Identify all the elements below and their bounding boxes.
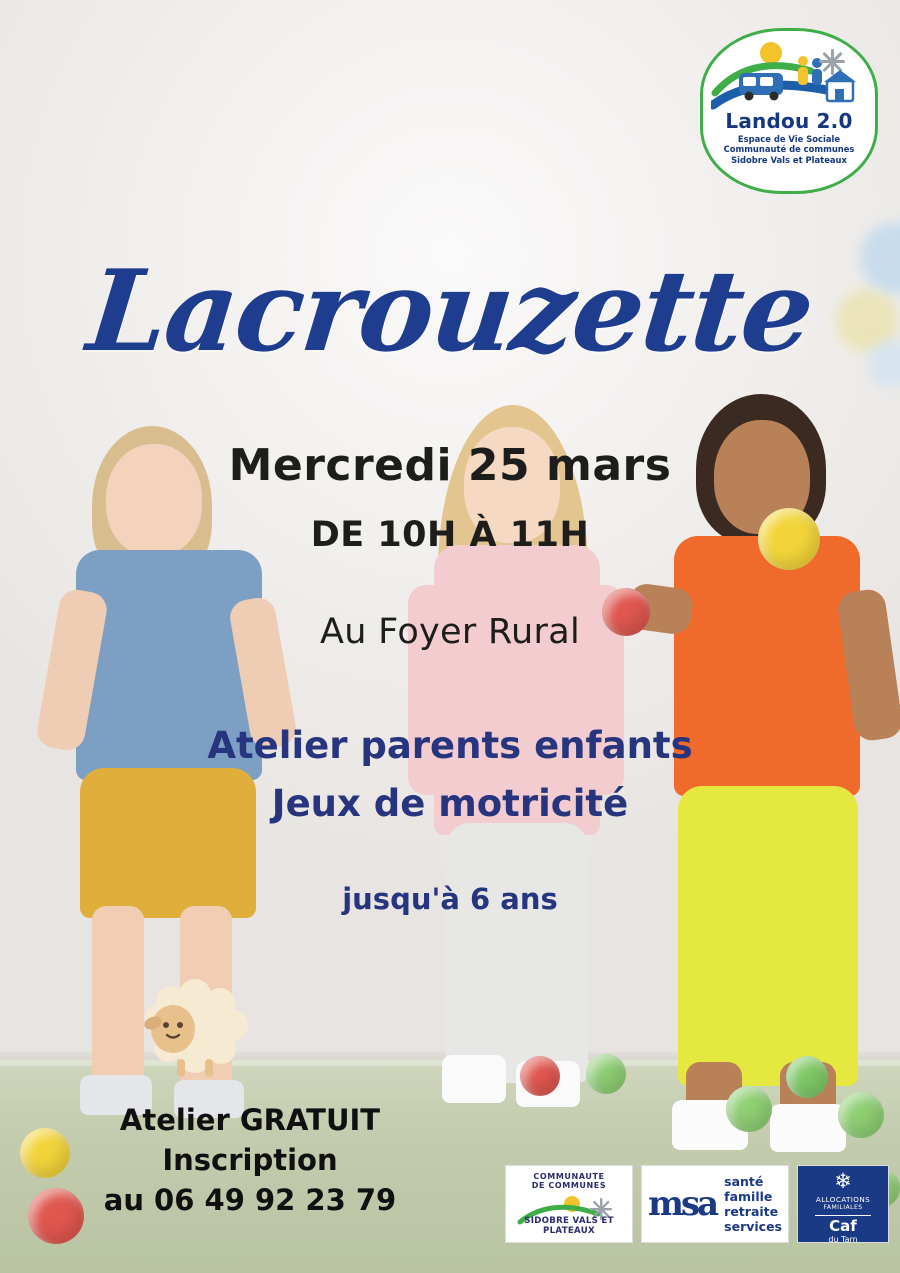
- event-hours: DE 10H À 11H: [310, 515, 590, 555]
- workshop-title-line-1: Atelier parents enfants: [207, 724, 693, 767]
- logo-landou-subtitle-1: Espace de Vie Sociale: [737, 134, 841, 144]
- partner-logo-caf-du-tarn: [797, 1165, 889, 1243]
- event-date: Mercredi 25 mars: [228, 440, 672, 491]
- child-right: [620, 390, 890, 1150]
- partner-logo-msa: [641, 1165, 789, 1243]
- event-place: Au Foyer Rural: [319, 612, 580, 652]
- sun-icon: [760, 42, 782, 64]
- child-center-trousers: [446, 823, 588, 1083]
- snowflake-icon: ❄: [834, 1170, 852, 1193]
- msa-mark: msa: [648, 1183, 717, 1224]
- logo-landou-subtitle-2: Communauté de communes: [723, 144, 855, 155]
- partner-logo-communaute-de-communes: [505, 1165, 633, 1243]
- logo-landou-svg: [711, 37, 867, 115]
- logo-landou-2-0: [700, 28, 878, 194]
- caf-line-2: FAMILIALES: [823, 1204, 863, 1211]
- child-right-sock-right: [770, 1104, 846, 1152]
- ball-floor-green-4: [838, 1092, 884, 1138]
- ccsvp-line-2: DE COMMUNES: [531, 1181, 607, 1190]
- child-center-shoe-left: [442, 1055, 506, 1103]
- contact-line-1: Atelier GRATUIT: [119, 1103, 381, 1137]
- ball-floor-green-2: [726, 1086, 772, 1132]
- page-title: Lacrouzette: [81, 246, 819, 377]
- logo-landou-subtitle-3: Sidobre Vals et Plateaux: [731, 154, 847, 165]
- msa-word-3: retraite: [724, 1204, 779, 1219]
- sheep-icon: [125, 975, 255, 1085]
- ball-floor-red-1: [520, 1056, 560, 1096]
- msa-word-2: famille: [724, 1188, 773, 1204]
- logo-landou-title: Landou 2.0: [725, 109, 853, 133]
- contact-phone: au 06 49 92 23 79: [103, 1183, 397, 1218]
- caf-line-3: Caf: [829, 1217, 857, 1235]
- bus-icon: [739, 73, 783, 101]
- ccsvp-line-1: COMMUNAUTE: [533, 1172, 605, 1181]
- partner-logos: [505, 1165, 889, 1243]
- ccsvp-line-3: SIDOBRE VALS ET PLATEAUX: [524, 1216, 614, 1236]
- caf-line-1: ALLOCATIONS: [815, 1195, 871, 1204]
- caf-line-4: du Tarn: [828, 1235, 858, 1244]
- logo-landou-artwork: [711, 37, 867, 115]
- contact-line-2: Inscription: [162, 1143, 338, 1178]
- msa-word-1: santé: [724, 1173, 764, 1189]
- house-icon: [824, 70, 856, 101]
- ball-floor-green-3: [786, 1056, 828, 1098]
- msa-words: [724, 1174, 782, 1235]
- age-limit: jusqu'à 6 ans: [342, 882, 558, 916]
- workshop-title-line-2: Jeux de motricité: [271, 782, 629, 825]
- msa-word-4: services: [724, 1219, 782, 1235]
- ball-floor-green-1: [586, 1054, 626, 1094]
- child-right-trousers: [678, 786, 858, 1086]
- contact-block: [60, 1100, 440, 1220]
- caf-divider: [815, 1215, 871, 1216]
